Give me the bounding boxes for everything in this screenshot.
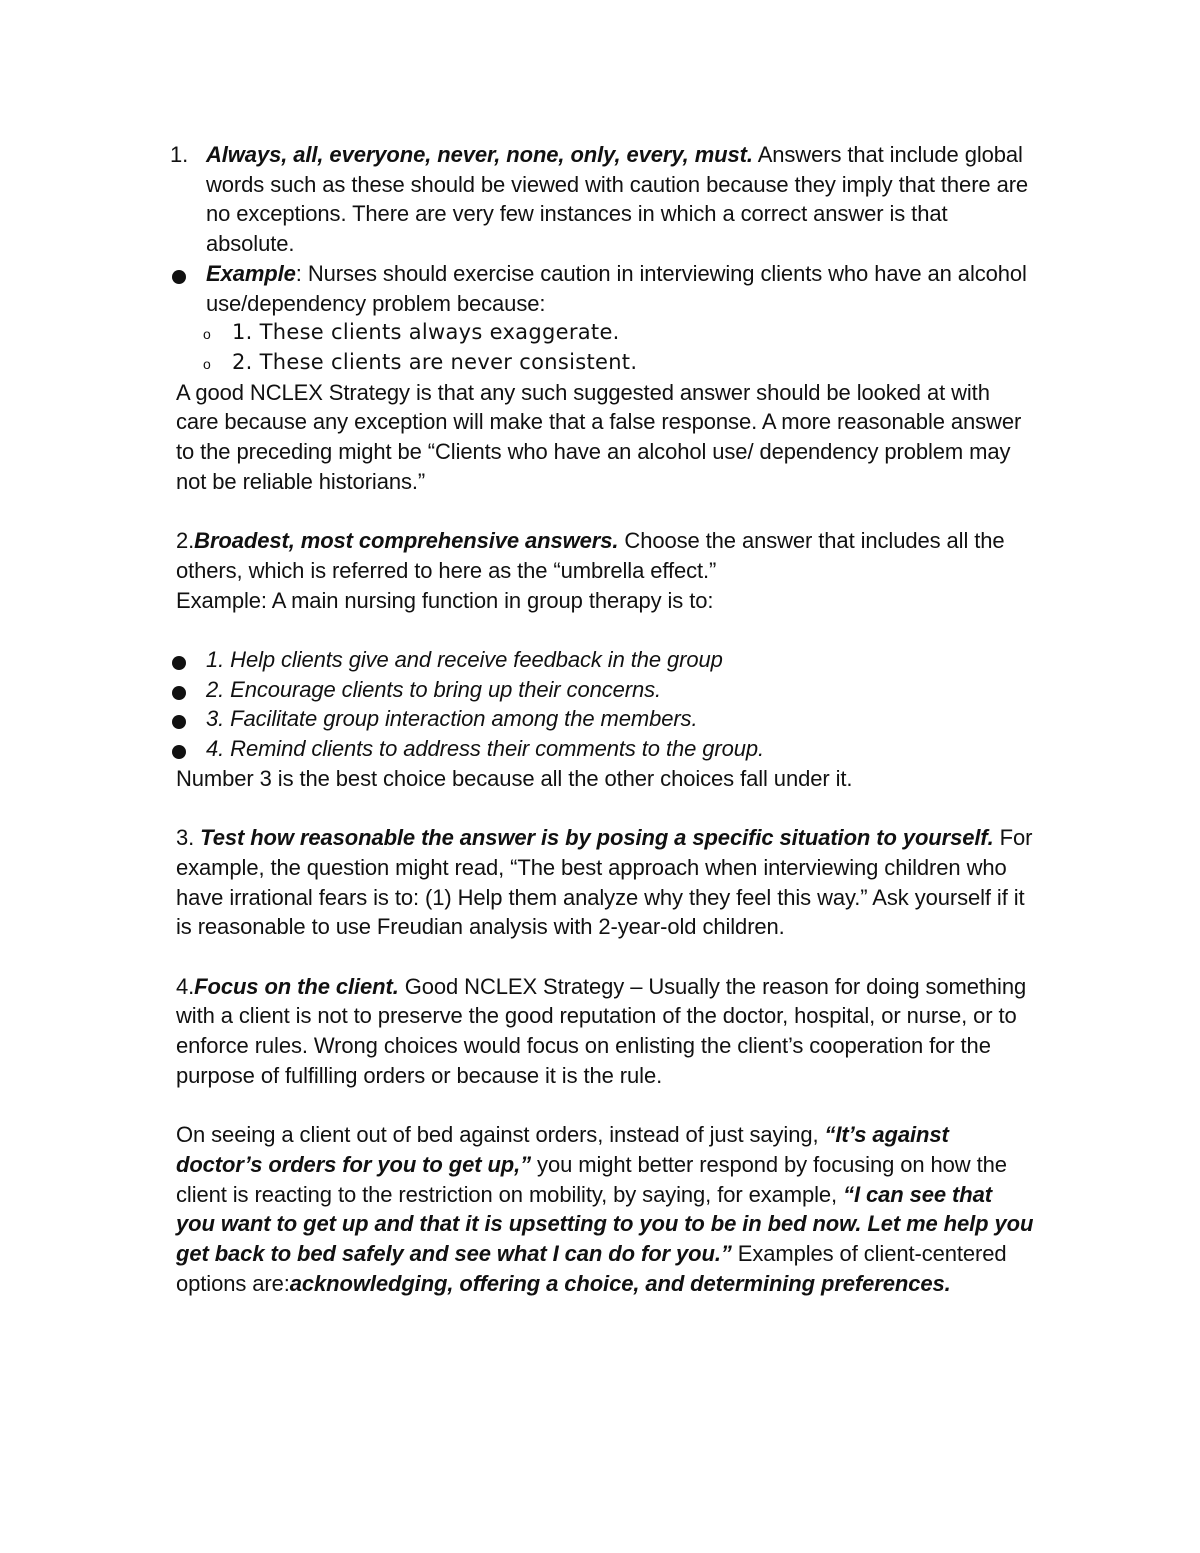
- sub-list-item-text: 2. These clients are never consistent.: [232, 349, 638, 374]
- bullet-icon: [172, 715, 186, 729]
- list-item: [176, 734, 1036, 764]
- section-1-strategy: A good NCLEX Strategy is that any such suggested answer should be looked at with care because any exception will make that a false response. A more reasonable answer to the preceding might be “Clients who have an alcohol use/ dependency problem may not be reliable historians.”: [176, 379, 1022, 494]
- section-2-example: Example: A main nursing function in group therapy is to:: [176, 587, 714, 613]
- section-1-number: 1.: [170, 142, 189, 167]
- spacer: [176, 942, 1036, 972]
- list-item: [176, 675, 1036, 705]
- bullet-icon: [172, 656, 186, 670]
- list-item: [176, 704, 1036, 734]
- document-body: [170, 140, 1036, 1298]
- section-3-heading: Test how reasonable the answer is by posing a specific situation to yourself.: [200, 825, 994, 851]
- section-1-example: [176, 259, 1036, 318]
- bullet-icon: [172, 745, 186, 759]
- circle-bullet-icon: o: [203, 326, 212, 343]
- sub-list-item: [176, 348, 1036, 378]
- paragraph-tail: Examples of client-centered options are:: [176, 1240, 1007, 1296]
- section-4-text: Good NCLEX Strategy – Usually the reason for doing something with a client is not to preserve the good reputation of the doctor, hospital, or nurse, or to enforce rules. Wrong choices would focus on enlisting the client’s cooperation for the purpose of fulfilling orders or because it is the rule.: [176, 973, 1027, 1088]
- section-1-text: Answers that include global words such as these should be viewed with caution because they imply that there are no exceptions. There are very few instances in which a correct answer is that absolute.: [206, 142, 1029, 257]
- client-centered-options: acknowledging, offering a choice, and determining preferences.: [289, 1270, 951, 1296]
- sub-list-item-text: 1. These clients always exaggerate.: [232, 320, 620, 345]
- example-text: : Nurses should exercise caution in interviewing clients who have an alcohol use/dependency problem because:: [206, 260, 1027, 316]
- section-4-number: 4.: [176, 973, 195, 999]
- spacer: [176, 615, 1036, 645]
- option-text: 4. Remind clients to address their comments to the group.: [206, 736, 765, 762]
- section-4: [176, 972, 1036, 1091]
- example-label: Example: [206, 260, 296, 286]
- paragraph-intro: On seeing a client out of bed against orders, instead of just saying,: [176, 1122, 825, 1148]
- section-1-heading: Always, all, everyone, never, none, only, every, must.: [206, 142, 753, 167]
- section-1: [170, 140, 1036, 259]
- option-text: 2. Encourage clients to bring up their concerns.: [206, 676, 662, 702]
- section-2-heading: Broadest, most comprehensive answers.: [194, 528, 619, 554]
- circle-bullet-icon: o: [203, 355, 212, 372]
- section-2-conclusion: Number 3 is the best choice because all the other choices fall under it.: [176, 765, 853, 791]
- sub-list-item: [176, 318, 1036, 348]
- paragraph-middle: you might better respond by focusing on how the client is reacting to the restriction on mobility, by saying, for example,: [176, 1151, 1007, 1207]
- section-3-text: For example, the question might read, “The best approach when interviewing children who have irrational fears is to: (1) Help them analyze why they feel this way.” Ask yourself if it is reasonable to use Freudian analysis with 2-year-old children.: [176, 825, 1033, 940]
- section-4-heading: Focus on the client.: [194, 973, 399, 999]
- bullet-icon: [172, 686, 186, 700]
- quote-against-orders: “It’s against doctor’s orders for you to get up,”: [176, 1122, 949, 1177]
- section-2-number: 2.: [176, 528, 195, 554]
- bullet-icon: [172, 270, 186, 284]
- option-text: 1. Help clients give and receive feedback in the group: [206, 646, 723, 672]
- list-item: [176, 645, 1036, 675]
- quote-client-centered: “I can see that you want to get up and that it is upsetting to you to be in bed now. Let me help you get back to bed safely and see what I can do for you.”: [176, 1181, 1034, 1266]
- spacer: [176, 1090, 1036, 1120]
- section-3: [176, 823, 1036, 942]
- spacer: [176, 793, 1036, 823]
- spacer: [176, 496, 1036, 526]
- section-2-text: Choose the answer that includes all the others, which is referred to here as the “umbrella effect.”: [176, 528, 1005, 583]
- section-2: [176, 526, 1036, 585]
- option-text: 3. Facilitate group interaction among the members.: [206, 706, 698, 732]
- section-3-number: 3.: [176, 825, 201, 851]
- section-4-example-paragraph: [176, 1120, 1036, 1298]
